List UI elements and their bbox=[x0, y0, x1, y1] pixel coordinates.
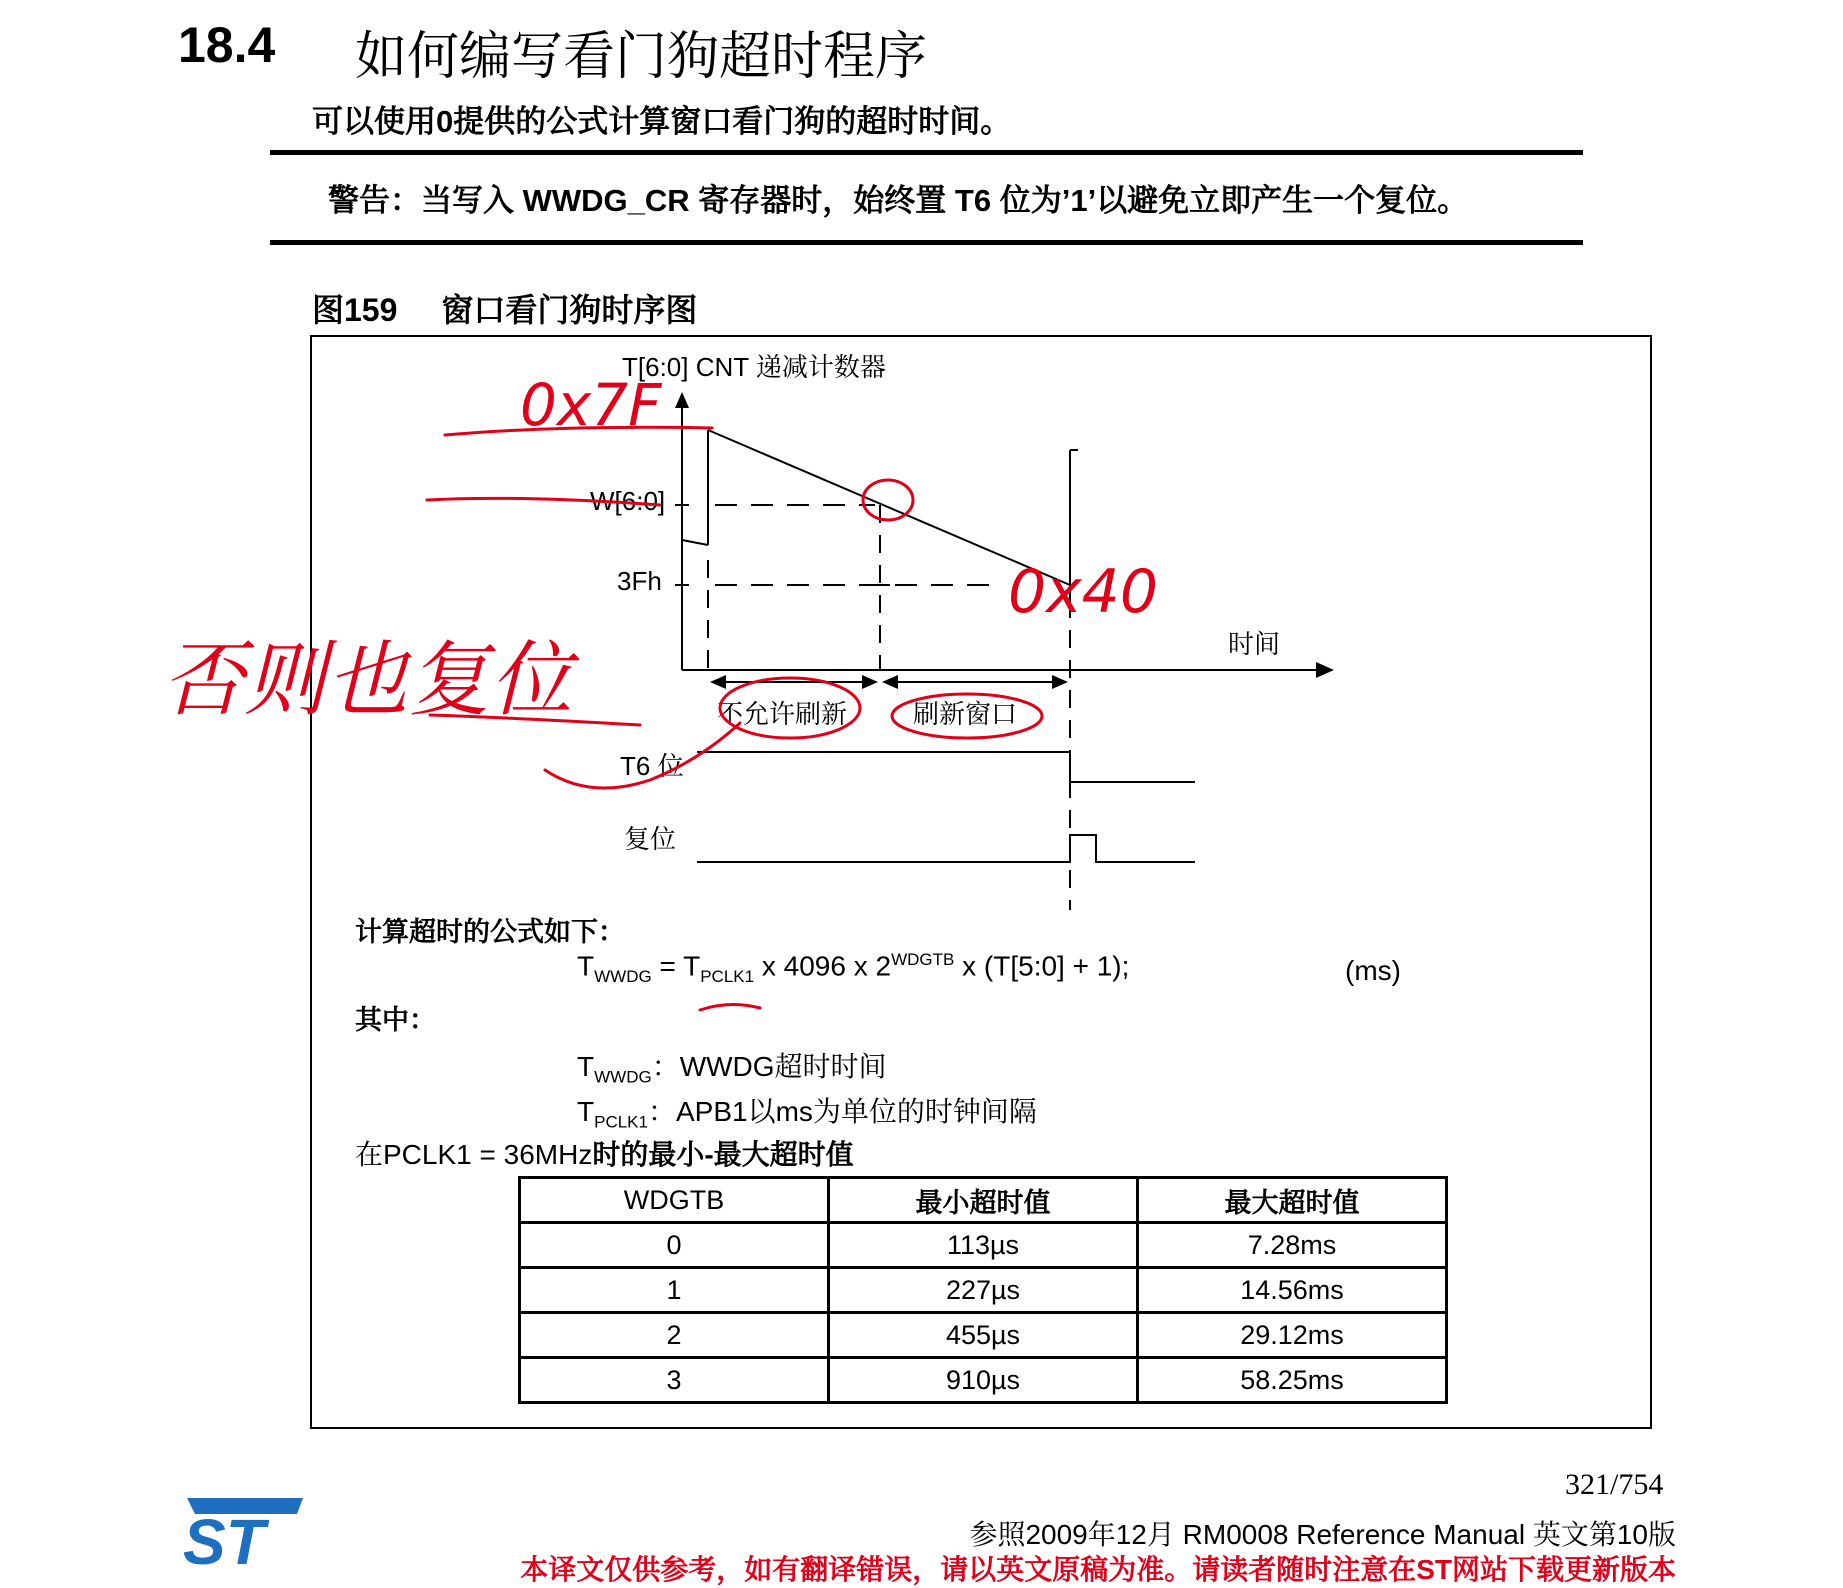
header-max-timeout: 最大超时值 bbox=[1138, 1178, 1447, 1223]
cell-wdgtb: 0 bbox=[520, 1223, 829, 1268]
disclaimer: 本译文仅供参考，如有翻译错误，请以英文原稿为准。请读者随时注意在ST网站下载更新版本 bbox=[520, 1554, 1676, 1585]
time-label: 时间 bbox=[1228, 629, 1281, 659]
table-row bbox=[520, 1313, 1447, 1358]
formula-label: 计算超时的公式如下： bbox=[355, 917, 625, 947]
w-level-label: W[6:0] bbox=[590, 486, 666, 516]
reset-label: 复位 bbox=[624, 824, 677, 854]
cell-wdgtb: 1 bbox=[520, 1268, 829, 1313]
annotation-0x7f: 0x7F bbox=[520, 371, 662, 439]
cell-min: 227µs bbox=[829, 1268, 1138, 1313]
section-title: 如何编写看门狗超时程序 bbox=[355, 28, 928, 86]
reset-waveform bbox=[697, 835, 1195, 862]
t6-waveform bbox=[697, 752, 1195, 782]
refresh-window-label: 刷新窗口 bbox=[913, 699, 1018, 729]
cell-wdgtb: 2 bbox=[520, 1313, 829, 1358]
where-label: 其中： bbox=[355, 1005, 436, 1035]
y-axis-label: T[6:0] CNT 递减计数器 bbox=[622, 352, 886, 382]
header-wdgtb: WDGTB bbox=[520, 1178, 829, 1223]
table-row bbox=[520, 1268, 1447, 1313]
annotation-note: 否则也复位 bbox=[162, 633, 572, 728]
y-axis-arrow bbox=[675, 392, 689, 408]
annotation-underline-pclk bbox=[700, 1004, 760, 1010]
figure-caption: 图159 窗口看门狗时序图 bbox=[312, 292, 698, 328]
table-row bbox=[520, 1223, 1447, 1268]
timeout-formula: $T_{WWDG} = T_{PCLK1}$ x 4096 x $2^{WDGTB}$ x (T[5:0] + 1); bbox=[577, 950, 1130, 986]
cell-min: 455µs bbox=[829, 1313, 1138, 1358]
st-logo bbox=[175, 1490, 305, 1570]
tpclk-definition: $T_{PCLK1}$：APB1以ms为单位的时钟间隔 bbox=[577, 1096, 1037, 1132]
intro-text: 可以使用0提供的公式计算窗口看门狗的超时时间。 bbox=[312, 104, 1012, 139]
cell-max: 29.12ms bbox=[1138, 1313, 1447, 1358]
no-refresh-label: 不允许刷新 bbox=[717, 699, 848, 729]
table-header-row bbox=[520, 1178, 1447, 1223]
x-axis-arrow bbox=[1316, 662, 1334, 678]
cell-max: 7.28ms bbox=[1138, 1223, 1447, 1268]
annotation-0x40: 0x40 bbox=[1008, 557, 1159, 627]
twwdg-definition: $T_{WWDG}$：WWDG超时时间 bbox=[577, 1051, 887, 1087]
reference-line: 参照2009年12月 RM0008 Reference Manual 英文第10版 bbox=[969, 1519, 1676, 1550]
timeout-table bbox=[518, 1176, 1448, 1404]
t6-bit-label: T6 位 bbox=[620, 751, 684, 781]
cell-max: 14.56ms bbox=[1138, 1268, 1447, 1313]
section-number: 18.4 bbox=[178, 17, 276, 73]
header-min-timeout: 最小超时值 bbox=[829, 1178, 1138, 1223]
formula-unit: (ms) bbox=[1345, 955, 1401, 986]
cell-max: 58.25ms bbox=[1138, 1358, 1447, 1403]
table-caption: 在PCLK1 = 36MHz时的最小-最大超时值 bbox=[355, 1139, 854, 1170]
cell-wdgtb: 3 bbox=[520, 1358, 829, 1403]
page-number: 321/754 bbox=[1565, 1468, 1664, 1501]
table-row bbox=[520, 1358, 1447, 1403]
3fh-level-label: 3Fh bbox=[617, 566, 662, 596]
warning-text: 警告：当写入 WWDG_CR 寄存器时，始终置 T6 位为’1’以避免立即产生一个复位。 bbox=[328, 183, 1469, 218]
cell-min: 113µs bbox=[829, 1223, 1138, 1268]
st-logo-text: ST bbox=[183, 1506, 265, 1570]
cell-min: 910µs bbox=[829, 1358, 1138, 1403]
